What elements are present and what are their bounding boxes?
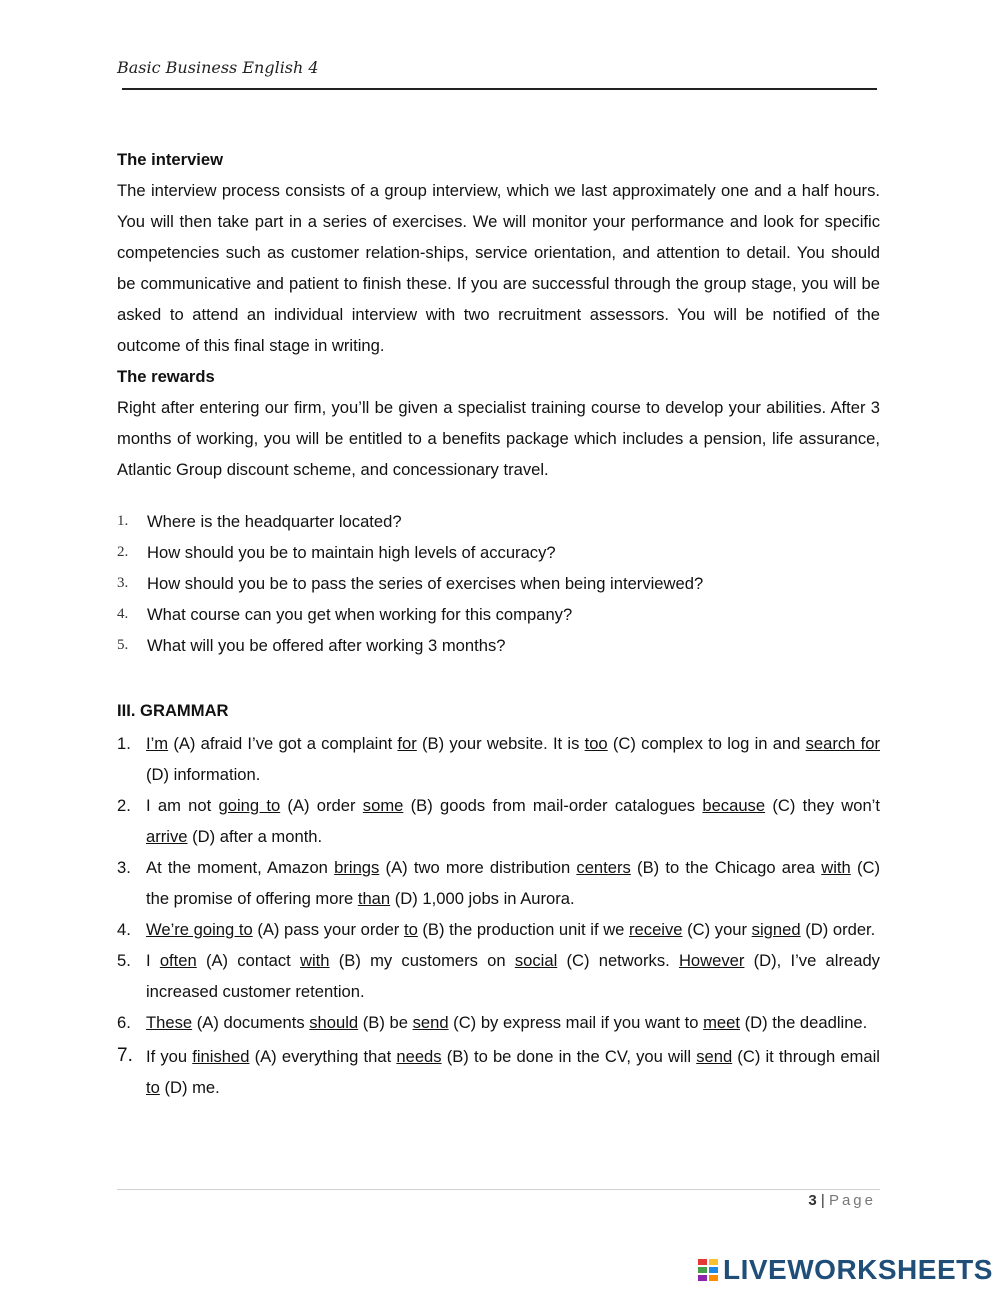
grammar-item-number: 7. — [117, 1045, 133, 1066]
underlined-option: for — [397, 734, 417, 753]
sentence-text: (B) to be done in the CV, you will — [441, 1047, 697, 1066]
grammar-item — [117, 945, 880, 1007]
sentence-text: (B) my customers on — [329, 951, 515, 970]
underlined-option: centers — [576, 858, 631, 877]
underlined-option: too — [584, 734, 608, 753]
grammar-item — [117, 852, 880, 914]
page-number-value: 3 — [808, 1192, 817, 1209]
sentence-text: (A) everything that — [249, 1047, 397, 1066]
reading-questions-list — [117, 506, 880, 661]
sentence-text: I am not — [146, 796, 219, 815]
sentence-text: (B) the production unit if we — [417, 920, 630, 939]
page-number — [808, 1192, 876, 1209]
underlined-option: with — [821, 858, 851, 877]
page-separator: | — [816, 1192, 829, 1209]
sentence-text: (A) contact — [196, 951, 301, 970]
underlined-option: going to — [218, 796, 281, 815]
sentence-text: I — [146, 951, 160, 970]
sentence-text: At the moment, Amazon — [146, 858, 335, 877]
underlined-option: receive — [629, 920, 683, 939]
interview-heading: The interview — [117, 150, 224, 169]
question-text: What course can you get when working for this company? — [147, 605, 573, 624]
sentence-text: (C) the promise of offering more — [146, 858, 881, 908]
underlined-option: social — [514, 951, 558, 970]
grammar-questions-list — [117, 728, 880, 1103]
document-header-title: Basic Business English 4 — [117, 58, 319, 77]
question-item — [117, 537, 880, 568]
underlined-option: signed — [751, 920, 801, 939]
logo-color-block — [697, 1266, 708, 1274]
header-divider — [122, 88, 877, 90]
liveworksheets-logo-icon — [697, 1258, 719, 1282]
question-text: How should you be to pass the series of exercises when being interviewed? — [147, 574, 704, 593]
sentence-text: (B) your website. It is — [416, 734, 585, 753]
sentence-text: (C) networks. — [557, 951, 679, 970]
sentence-text: (C) your — [682, 920, 752, 939]
underlined-option: needs — [396, 1047, 442, 1066]
sentence-text: (D) order. — [800, 920, 876, 939]
sentence-text: (A) order — [280, 796, 363, 815]
sentence-text: (A) documents — [192, 1013, 310, 1032]
question-number: 2. — [117, 544, 129, 560]
underlined-option: than — [357, 889, 391, 908]
grammar-heading: III. GRAMMAR — [117, 701, 229, 720]
sentence-text: (D) 1,000 jobs in Aurora. — [390, 889, 575, 908]
question-item — [117, 599, 880, 630]
grammar-item-number: 2. — [117, 796, 131, 815]
underlined-option: These — [146, 1013, 193, 1032]
logo-color-block — [708, 1266, 719, 1274]
question-item — [117, 568, 880, 599]
grammar-item-number: 1. — [117, 734, 131, 753]
underlined-option: to — [146, 1078, 160, 1097]
grammar-item-number: 4. — [117, 920, 131, 939]
underlined-option: meet — [703, 1013, 740, 1032]
sentence-text: (D) the deadline. — [739, 1013, 868, 1032]
sentence-text: (B) goods from mail-order catalogues — [403, 796, 703, 815]
underlined-option: brings — [334, 858, 380, 877]
question-item — [117, 506, 880, 537]
liveworksheets-logo — [697, 1255, 993, 1285]
question-number: 3. — [117, 575, 129, 591]
grammar-item-number: 3. — [117, 858, 131, 877]
question-number: 4. — [117, 606, 129, 622]
grammar-item — [117, 914, 880, 945]
sentence-text: (D) me. — [159, 1078, 220, 1097]
sentence-text: (C) by express mail if you want to — [448, 1013, 704, 1032]
question-text: Where is the headquarter located? — [147, 512, 402, 531]
rewards-heading: The rewards — [117, 367, 215, 386]
sentence-text: (C) it through email — [732, 1047, 880, 1066]
rewards-paragraph: Right after entering our firm, you’ll be given a specialist training course to develop your abilities. After 3 months of working, you will be entitled to a benefits package which includes a pension, life assurance, Atlantic Group discount scheme, and concessionary travel. — [117, 398, 880, 479]
logo-color-block — [708, 1258, 719, 1266]
underlined-option: finished — [192, 1047, 250, 1066]
sentence-text: (C) they won’t — [765, 796, 880, 815]
underlined-option: I’m — [146, 734, 169, 753]
sentence-text: (D) information. — [146, 765, 261, 784]
underlined-option: However — [678, 951, 745, 970]
underlined-option: send — [412, 1013, 449, 1032]
sentence-text: (C) complex to log in and — [607, 734, 806, 753]
sentence-text: (B) to the Chicago area — [630, 858, 822, 877]
question-text: What will you be offered after working 3 months? — [147, 636, 506, 655]
underlined-option: arrive — [146, 827, 188, 846]
logo-color-block — [708, 1274, 719, 1282]
logo-color-block — [697, 1258, 708, 1266]
sentence-text: (A) pass your order — [252, 920, 404, 939]
question-number: 1. — [117, 513, 129, 529]
grammar-item-number: 5. — [117, 951, 131, 970]
grammar-item — [117, 790, 880, 852]
underlined-option: often — [159, 951, 197, 970]
interview-paragraph: The interview process consists of a group interview, which we last approximately one and a half hours. You will then take part in a series of exercises. We will monitor your performance and look for specific competencies such as customer relation-ships, service orientation, and attention to detail. You should be communicative and patient to finish these. If you are successful through the group stage, you will be asked to attend an individual interview with two recruitment assessors. You will be notified of the outcome of this final stage in writing. — [117, 181, 880, 355]
question-number: 5. — [117, 637, 129, 653]
question-text: How should you be to maintain high levels of accuracy? — [147, 543, 556, 562]
sentence-text: (D) after a month. — [187, 827, 323, 846]
sentence-text: (D), I’ve already increased customer retention. — [146, 951, 880, 1001]
underlined-option: send — [696, 1047, 733, 1066]
liveworksheets-logo-text: LIVEWORKSHEETS — [723, 1254, 993, 1285]
grammar-item — [117, 1007, 880, 1038]
underlined-option: with — [300, 951, 330, 970]
sentence-text: (A) afraid I’ve got a complaint — [168, 734, 398, 753]
underlined-option: because — [702, 796, 766, 815]
page-label: Page — [828, 1192, 876, 1209]
page-content — [117, 144, 880, 1103]
underlined-option: some — [362, 796, 404, 815]
grammar-item — [117, 1041, 880, 1103]
grammar-item — [117, 728, 880, 790]
sentence-text: If you — [146, 1047, 193, 1066]
logo-color-block — [697, 1274, 708, 1282]
underlined-option: should — [309, 1013, 359, 1032]
sentence-text: (B) be — [358, 1013, 413, 1032]
grammar-item-number: 6. — [117, 1013, 131, 1032]
question-item — [117, 630, 880, 661]
sentence-text: (A) two more distribution — [379, 858, 577, 877]
underlined-option: search for — [805, 734, 880, 753]
underlined-option: We’re going to — [146, 920, 253, 939]
footer-divider — [117, 1189, 880, 1190]
underlined-option: to — [403, 920, 418, 939]
